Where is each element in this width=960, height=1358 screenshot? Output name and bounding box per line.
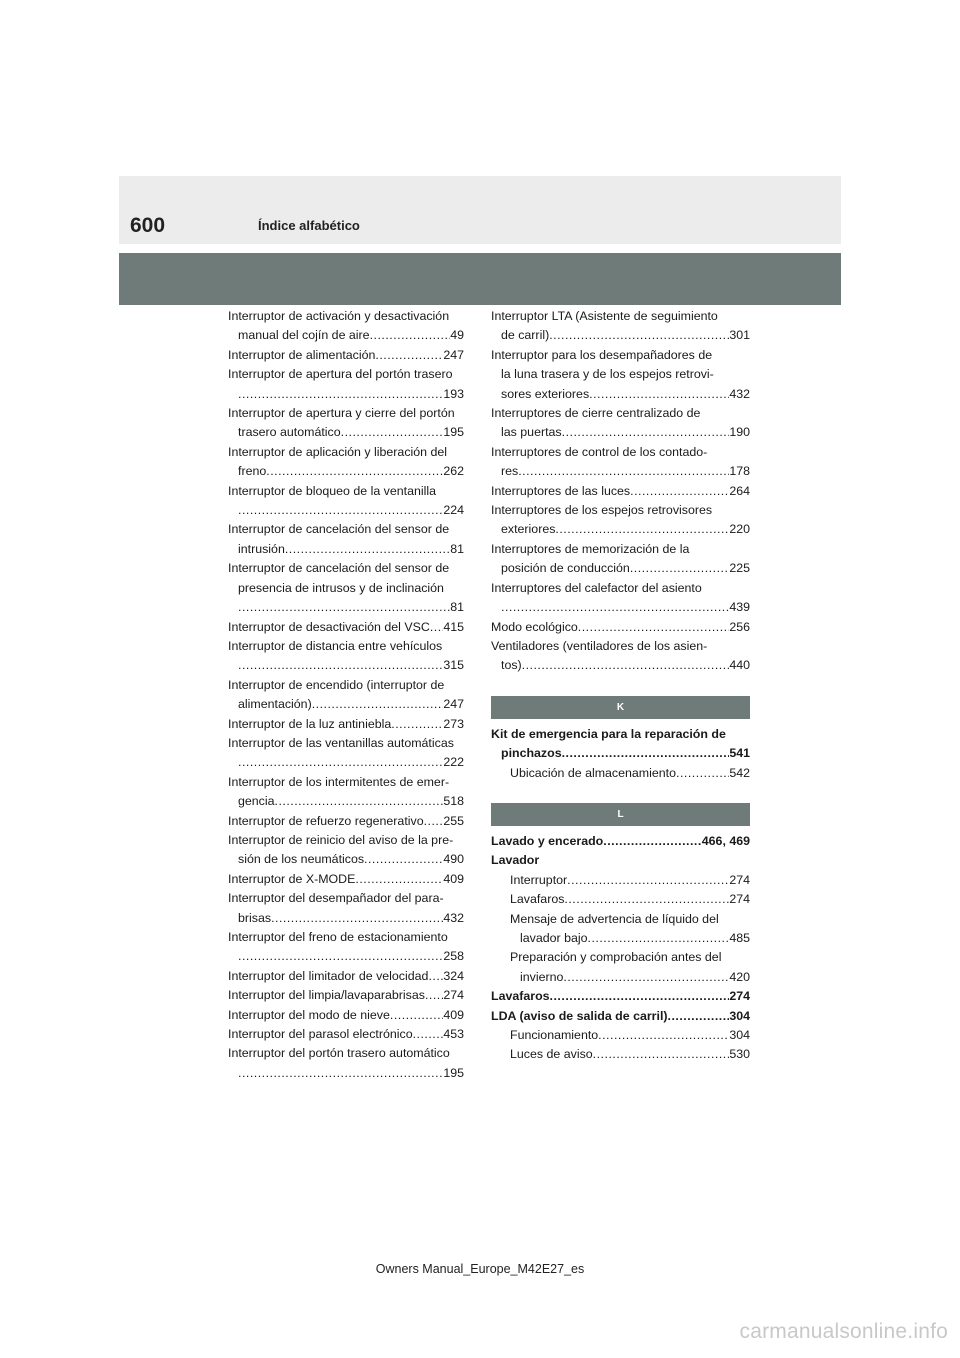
entry-text: presencia de intrusos y de inclinación xyxy=(238,580,444,595)
page-reference: 420 xyxy=(729,969,750,984)
entry-text: res xyxy=(501,464,519,479)
index-entry xyxy=(228,928,464,967)
index-entry xyxy=(491,725,750,764)
dot-leader xyxy=(430,618,444,637)
dot-leader xyxy=(555,520,729,539)
entry-text: sión de los neumáticos xyxy=(238,852,365,867)
page-reference: 453 xyxy=(443,1027,464,1042)
entry-text: Interruptor de cancelación del sensor de xyxy=(228,522,450,537)
entry-text: manual del cojín de aire xyxy=(238,328,370,343)
entry-text: intrusión xyxy=(238,541,285,556)
dot-leader xyxy=(391,715,443,734)
dot-leader xyxy=(355,870,443,889)
dot-leader xyxy=(549,326,729,345)
watermark-text: carmanualsonline.info xyxy=(739,1320,948,1343)
section-title: Índice alfabético xyxy=(258,218,360,233)
index-entry xyxy=(228,734,464,773)
dot-leader xyxy=(424,812,444,831)
entry-text: Interruptores de memorización de la xyxy=(491,541,690,556)
entry-text: Preparación y comprobación antes del xyxy=(510,950,722,965)
page-reference: 258 xyxy=(443,949,464,964)
entry-text: tos) xyxy=(501,658,522,673)
dot-leader xyxy=(238,753,443,772)
page-reference: 81 xyxy=(450,600,464,615)
entry-text: alimentación) xyxy=(238,697,312,712)
page-reference: 485 xyxy=(729,930,750,945)
page-reference: 190 xyxy=(729,425,750,440)
entry-text: Interruptores de control de los contado- xyxy=(491,444,708,459)
dot-leader xyxy=(238,385,443,404)
entry-text: pinchazos xyxy=(501,746,562,761)
index-entry xyxy=(228,889,464,928)
index-entry xyxy=(491,871,750,890)
page-reference: 304 xyxy=(729,1028,750,1042)
entry-text: LDA (aviso de salida de carril) xyxy=(491,1008,668,1023)
index-entry xyxy=(491,832,750,851)
index-entry xyxy=(491,1045,750,1064)
index-entry xyxy=(228,618,464,637)
entry-text: invierno xyxy=(520,969,564,984)
index-entry xyxy=(491,948,750,987)
dot-leader xyxy=(425,986,443,1005)
entry-text: Interruptores del calefactor del asiento xyxy=(491,580,702,595)
entry-text: Lavafaros xyxy=(510,892,565,907)
page-reference: 225 xyxy=(729,561,750,576)
index-entry xyxy=(228,520,464,559)
index-entry xyxy=(491,482,750,501)
dot-leader xyxy=(550,987,730,1006)
entry-text: gencia xyxy=(238,794,275,809)
index-entry xyxy=(491,764,750,783)
index-entry xyxy=(228,346,464,365)
page-reference: 255 xyxy=(443,813,464,828)
index-column-left xyxy=(228,307,464,1083)
entry-text: Interruptor de apertura del portón trasero xyxy=(228,367,453,382)
dot-leader xyxy=(370,326,451,345)
dot-leader xyxy=(518,462,729,481)
entry-text: Interruptor de distancia entre vehículos xyxy=(228,638,443,653)
entry-text: Interruptor de encendido (interruptor de xyxy=(228,677,445,692)
index-entry xyxy=(228,870,464,889)
entry-text: Luces de aviso xyxy=(510,1047,593,1062)
index-entry xyxy=(228,986,464,1005)
entry-text: Interruptor de los intermitentes de emer- xyxy=(228,774,450,789)
entry-text: freno xyxy=(238,464,267,479)
index-entry xyxy=(228,365,464,404)
dot-leader xyxy=(567,871,729,890)
dot-leader xyxy=(598,1026,729,1045)
entry-text: Lavado y encerado xyxy=(491,833,604,848)
entry-text: Modo ecológico xyxy=(491,619,578,634)
page-reference: 466, 469 xyxy=(701,833,750,848)
entry-text: Lavador xyxy=(491,853,540,868)
entry-text: trasero automático xyxy=(238,425,341,440)
entry-text: Interruptor del desempañador del para- xyxy=(228,891,444,906)
dot-leader xyxy=(668,1007,730,1026)
page-reference: 432 xyxy=(443,910,464,925)
index-entry xyxy=(228,404,464,443)
dot-leader xyxy=(275,792,444,811)
dot-leader xyxy=(589,385,729,404)
index-entry xyxy=(228,773,464,812)
dot-leader xyxy=(271,909,443,928)
page-reference: 518 xyxy=(443,794,464,809)
index-entry xyxy=(228,1044,464,1083)
entry-text: Interruptor del modo de nieve xyxy=(228,1007,390,1022)
dot-leader xyxy=(562,744,730,763)
page-reference: 178 xyxy=(729,464,750,479)
entry-text: exteriores xyxy=(501,522,556,537)
dot-leader xyxy=(630,559,729,578)
page-reference: 440 xyxy=(729,658,750,673)
entry-text: Funcionamiento xyxy=(510,1028,599,1042)
page-reference: 541 xyxy=(729,746,750,761)
index-entry xyxy=(228,559,464,617)
page-reference: 324 xyxy=(443,968,464,983)
page-reference: 432 xyxy=(729,386,750,401)
page-reference: 195 xyxy=(443,425,464,440)
page-reference: 222 xyxy=(443,755,464,770)
index-group-k xyxy=(491,725,750,783)
dot-leader xyxy=(312,695,444,714)
index-entry xyxy=(228,715,464,734)
index-entry xyxy=(491,637,750,676)
dot-leader xyxy=(238,1064,443,1083)
entry-text: Interruptor de apertura y cierre del portón xyxy=(228,406,455,421)
index-entry xyxy=(491,910,750,949)
page-reference: 274 xyxy=(443,988,464,1003)
entry-text: Interruptor de activación y desactivación xyxy=(228,309,450,323)
page-reference: 415 xyxy=(443,619,464,634)
entry-text: Kit de emergencia para la reparación de xyxy=(491,726,726,741)
entry-text: Interruptores de cierre centralizado de xyxy=(491,406,701,421)
index-entry xyxy=(228,482,464,521)
page-reference: 247 xyxy=(443,697,464,712)
dot-leader xyxy=(364,850,443,869)
entry-text: Interruptor de reinicio del aviso de la pre- xyxy=(228,832,454,847)
index-entry xyxy=(491,443,750,482)
page-reference: 542 xyxy=(729,765,750,780)
entry-text: Interruptor de desactivación del VSC xyxy=(228,619,430,634)
letter-heading-k: K xyxy=(491,696,750,719)
index-entry xyxy=(491,987,750,1006)
entry-text: de carril) xyxy=(501,328,550,343)
dot-leader xyxy=(238,947,443,966)
entry-text: Lavafaros xyxy=(491,989,550,1004)
dot-leader xyxy=(285,540,450,559)
index-entry xyxy=(491,890,750,909)
index-entry xyxy=(228,831,464,870)
page-reference: 262 xyxy=(443,464,464,479)
index-entry xyxy=(228,443,464,482)
entry-text: Interruptor de bloqueo de la ventanilla xyxy=(228,483,437,498)
entry-text: Interruptor de aplicación y liberación del xyxy=(228,444,448,459)
index-entry xyxy=(228,676,464,715)
page-reference: 195 xyxy=(443,1065,464,1080)
index-entry xyxy=(228,1025,464,1044)
entry-text: las puertas xyxy=(501,425,562,440)
index-entry xyxy=(491,346,750,404)
header-grey-bar xyxy=(119,253,841,305)
dot-leader xyxy=(630,482,729,501)
index-entry xyxy=(491,1026,750,1045)
dot-leader xyxy=(341,423,444,442)
entry-text: Interruptor de alimentación xyxy=(228,347,376,362)
dot-leader xyxy=(501,598,729,617)
dot-leader xyxy=(676,764,729,783)
page-reference: 224 xyxy=(443,503,464,518)
index-entry xyxy=(491,540,750,579)
page-reference: 490 xyxy=(443,852,464,867)
page-reference: 409 xyxy=(443,871,464,886)
header-band xyxy=(119,176,841,244)
footer-manual-id: Owners Manual_Europe_M42E27_es xyxy=(375,1262,585,1276)
page-reference: 81 xyxy=(450,541,464,556)
dot-leader xyxy=(563,968,729,987)
entry-text: Interruptor de las ventanillas automáticas xyxy=(228,735,454,750)
dot-leader xyxy=(564,890,729,909)
index-entry xyxy=(491,307,750,346)
entry-text: Interruptor del freno de estacionamiento xyxy=(228,930,448,944)
entry-text: Interruptor del portón trasero automático xyxy=(228,1046,450,1061)
dot-leader xyxy=(428,967,443,986)
page-reference: 409 xyxy=(443,1007,464,1022)
dot-leader xyxy=(588,929,730,948)
page-reference: 193 xyxy=(443,386,464,401)
dot-leader xyxy=(593,1045,730,1064)
index-entry xyxy=(491,404,750,443)
dot-leader xyxy=(390,1006,443,1025)
index-group-i-continued xyxy=(491,307,750,676)
index-entry xyxy=(228,637,464,676)
entry-text: Interruptor de refuerzo regenerativo xyxy=(228,813,424,828)
index-entry xyxy=(491,618,750,637)
entry-text: Ventiladores (ventiladores de los asien- xyxy=(491,638,708,653)
page-reference: 304 xyxy=(729,1008,750,1023)
dot-leader xyxy=(578,618,730,637)
page-reference: 247 xyxy=(443,347,464,362)
entry-text: Interruptores de las luces xyxy=(491,483,631,498)
entry-text: Interruptor xyxy=(510,872,568,887)
entry-text: brisas xyxy=(238,910,272,925)
entry-text: Interruptores de los espejos retrovisores xyxy=(491,503,713,518)
page-reference: 274 xyxy=(729,872,750,887)
dot-leader xyxy=(238,656,443,675)
page-reference: 274 xyxy=(729,989,750,1004)
page-reference: 273 xyxy=(443,716,464,731)
page-reference: 49 xyxy=(450,328,464,343)
entry-text: Interruptor del limitador de velocidad xyxy=(228,968,429,983)
dot-leader xyxy=(413,1025,444,1044)
entry-text: sores exteriores xyxy=(501,386,590,401)
index-entry xyxy=(491,579,750,618)
entry-text: Mensaje de advertencia de líquido del xyxy=(510,911,719,926)
page-reference: 439 xyxy=(729,600,750,615)
entry-text: Interruptor de cancelación del sensor de xyxy=(228,561,450,576)
index-entry xyxy=(491,851,750,870)
entry-text: Interruptor de X-MODE xyxy=(228,871,356,886)
index-entry xyxy=(491,501,750,540)
index-column-right xyxy=(491,307,750,1065)
index-entry xyxy=(491,1007,750,1026)
page-reference: 264 xyxy=(729,483,750,498)
page-reference: 256 xyxy=(729,619,750,634)
page-reference: 315 xyxy=(443,658,464,673)
dot-leader xyxy=(522,656,730,675)
entry-text: posición de conducción xyxy=(501,561,630,576)
page-reference: 274 xyxy=(729,892,750,907)
page-reference: 530 xyxy=(729,1047,750,1062)
page-number: 600 xyxy=(130,214,166,237)
entry-text: Interruptor para los desempañadores de xyxy=(491,347,713,362)
entry-text: Ubicación de almacenamiento xyxy=(510,765,676,780)
dot-leader xyxy=(562,423,730,442)
dot-leader xyxy=(266,462,443,481)
page-reference: 220 xyxy=(729,522,750,537)
letter-heading-l: L xyxy=(491,803,750,826)
entry-text: Interruptor del limpia/lavaparabrisas xyxy=(228,988,425,1003)
index-entry xyxy=(228,307,464,346)
entry-text: Interruptor LTA (Asistente de seguimiento xyxy=(491,309,718,323)
page-reference: 301 xyxy=(729,328,750,343)
entry-text: Interruptor de la luz antiniebla xyxy=(228,716,392,731)
index-entry xyxy=(228,812,464,831)
dot-leader xyxy=(603,832,702,851)
entry-text: Interruptor del parasol electrónico xyxy=(228,1027,413,1042)
entry-text: la luna trasera y de los espejos retrovi- xyxy=(501,367,714,382)
index-entry xyxy=(228,1006,464,1025)
dot-leader xyxy=(375,346,443,365)
index-group-l xyxy=(491,832,750,1065)
index-entry xyxy=(228,967,464,986)
entry-text: lavador bajo xyxy=(520,930,588,945)
dot-leader xyxy=(238,598,450,617)
dot-leader xyxy=(238,501,443,520)
